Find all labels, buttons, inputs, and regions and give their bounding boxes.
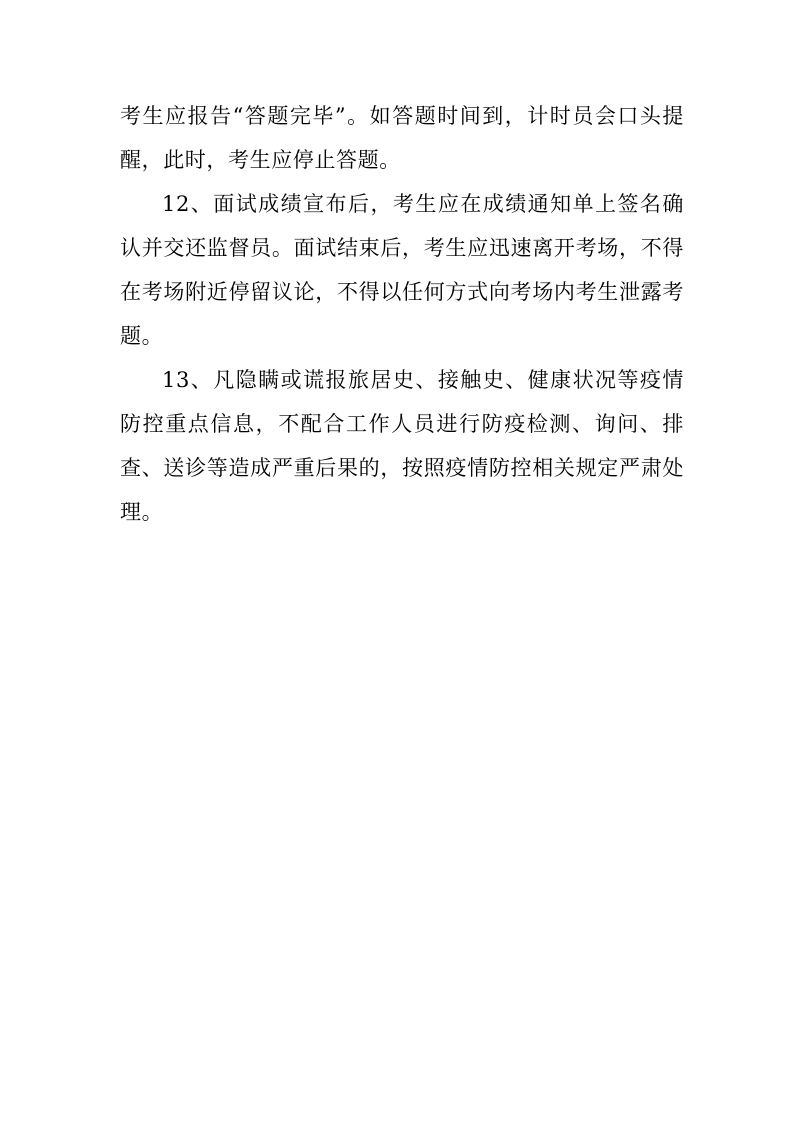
paragraph-rule-12: 12、面试成绩宣布后，考生应在成绩通知单上签名确认并交还监督员。面试结束后，考生应迅速离开考场，不得在考场附近停留议论，不得以任何方式向考场内考生泄露考题。 xyxy=(120,192,684,348)
paragraph-rule-13: 13、凡隐瞒或谎报旅居史、接触史、健康状况等疫情防控重点信息，不配合工作人员进行防疫检测、询问、排查、送诊等造成严重后果的，按照疫情防控相关规定严肃处理。 xyxy=(120,368,684,524)
document-body xyxy=(120,94,684,534)
paragraph-continued: 考生应报告“答题完毕”。如答题时间到，计时员会口头提醒，此时，考生应停止答题。 xyxy=(120,104,684,172)
